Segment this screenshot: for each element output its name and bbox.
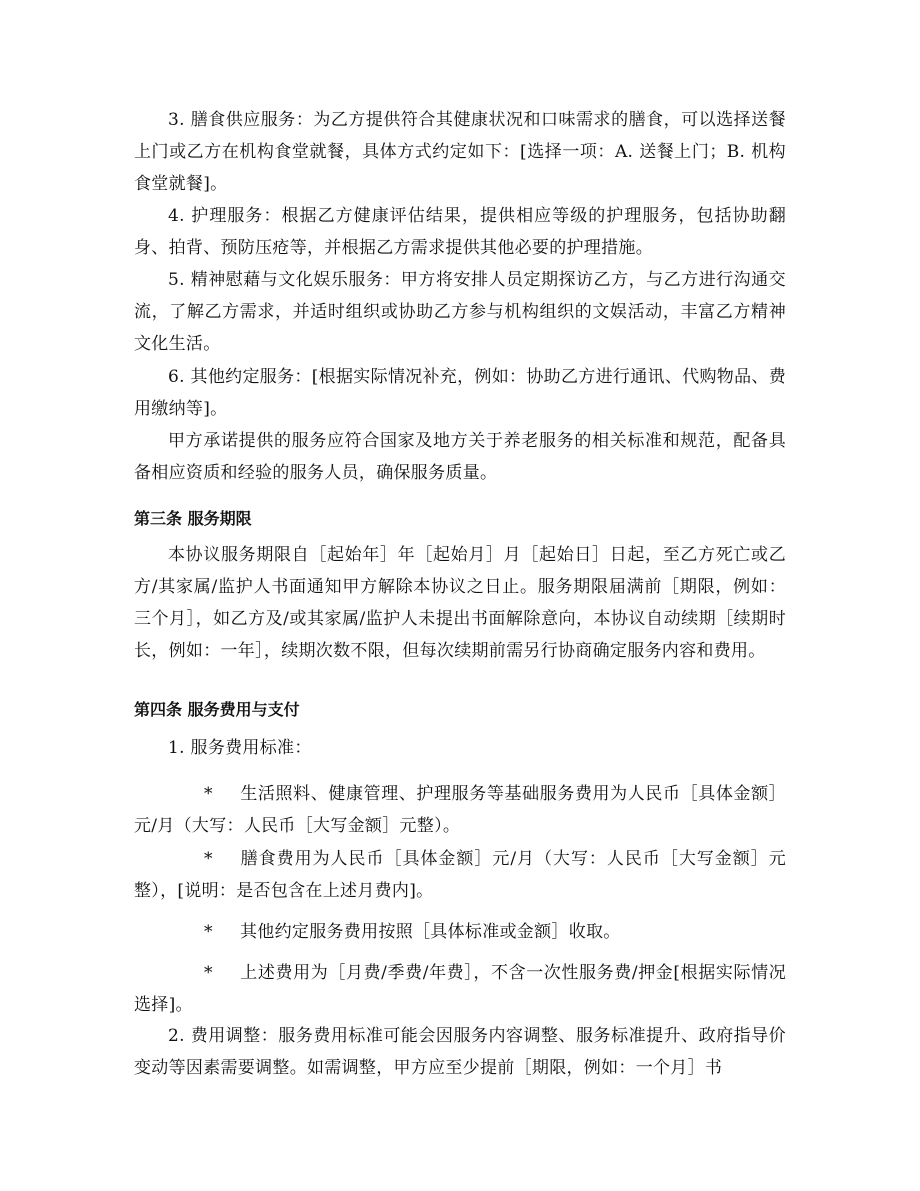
bullet-text: 生活照料、健康管理、护理服务等基础服务费用为人民币［具体金额］元/月（大写：人民币［大写金额］元整）。 — [134, 784, 786, 836]
paragraph-item-3: 3. 膳食供应服务：为乙方提供符合其健康状况和口味需求的膳食，可以选择送餐上门或乙方在机构食堂就餐，具体方式约定如下：[选择一项：A. 送餐上门；B. 机构食堂就餐]。 — [134, 110, 786, 194]
paragraph-fee-standard: 1. 服务费用标准： — [168, 738, 312, 758]
paragraph-item-5: 5. 精神慰藉与文化娱乐服务：甲方将安排人员定期探访乙方，与乙方进行沟通交流，了解乙方需求，并适时组织或协助乙方参与机构组织的文娱活动，丰富乙方精神文化生活。 — [134, 270, 786, 354]
bullet-symbol: * — [204, 784, 213, 804]
paragraph-fee-adjustment: 2. 费用调整：服务费用标准可能会因服务内容调整、服务标准提升、政府指导价变动等因素需要调整。如需调整，甲方应至少提前［期限，例如：一个月］书 — [134, 1026, 786, 1078]
bullet-symbol: * — [204, 849, 213, 869]
heading-article-4: 第四条 服务费用与支付 — [134, 700, 300, 719]
paragraph-service-term: 本协议服务期限自［起始年］年［起始月］月［起始日］日起，至乙方死亡或乙方/其家属/监护人书面通知甲方解除本协议之日止。服务期限届满前［期限，例如：三个月］，如乙方及/或其家属/监护人未提出书面解除意向，本协议自动续期［续期时长，例如：一年］，续期次数不限，但每次续期前需另行协商确定服务内容和费用。 — [134, 545, 786, 661]
bullet-text: 膳食费用为人民币［具体金额］元/月（大写：人民币［大写金额］元整），[说明：是否包含在上述月费内]。 — [134, 849, 786, 901]
bullet-item-meal-fee — [134, 843, 786, 907]
paragraph-item-4: 4. 护理服务：根据乙方健康评估结果，提供相应等级的护理服务，包括协助翻身、拍背、预防压疮等，并根据乙方需求提供其他必要的护理措施。 — [134, 206, 786, 258]
paragraph-commitment: 甲方承诺提供的服务应符合国家及地方关于养老服务的相关标准和规范，配备具备相应资质和经验的服务人员，确保服务质量。 — [134, 431, 786, 483]
bullet-text: 其他约定服务费用按照［具体标准或金额］收取。 — [240, 922, 621, 942]
bullet-symbol: * — [204, 963, 213, 983]
heading-article-3: 第三条 服务期限 — [134, 509, 252, 528]
bullet-item-fee-period — [134, 957, 786, 1021]
bullet-item-basic-fee — [134, 778, 786, 842]
bullet-text: 上述费用为［月费/季费/年费］，不含一次性服务费/押金[根据实际情况选择]。 — [134, 963, 786, 1015]
bullet-symbol: * — [204, 922, 213, 942]
paragraph-item-6: 6. 其他约定服务：[根据实际情况补充，例如：协助乙方进行通讯、代购物品、费用缴纳等]。 — [134, 367, 786, 419]
bullet-item-other-fee — [134, 916, 786, 948]
